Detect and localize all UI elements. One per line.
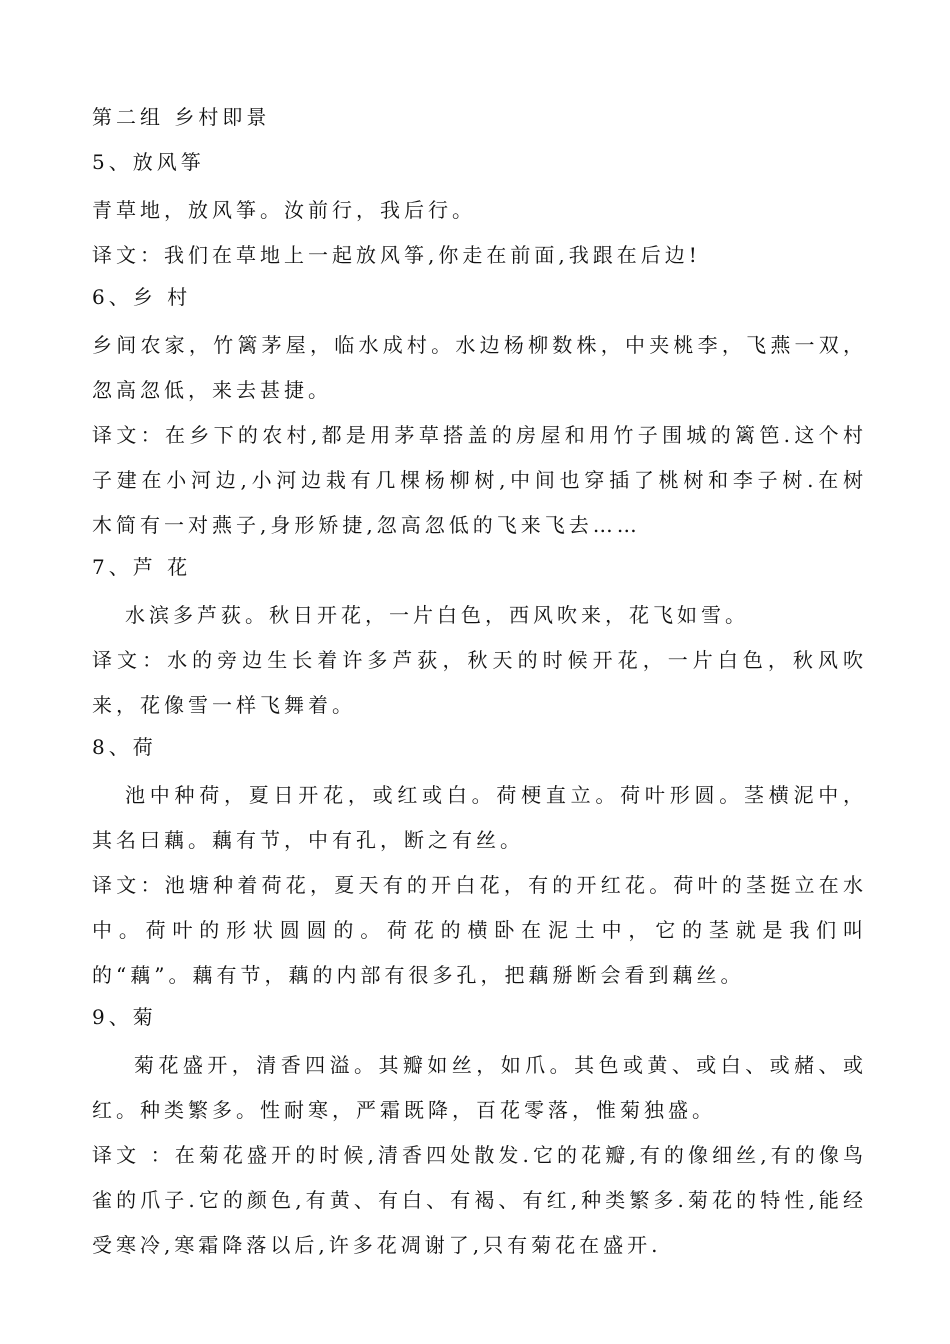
- section-translation-6: 译文：在乡下的农村,都是用茅草搭盖的房屋和用竹子围城的篱笆.这个村子建在小河边,小河边栽有几棵杨柳树,中间也穿插了桃树和李子树.在树木简有一对燕子,身形矫捷,忽高忽低的飞来飞去……: [92, 423, 867, 537]
- document-page: [92, 98, 867, 1268]
- section-translation-9: 译文 ：在菊花盛开的时候,清香四处散发.它的花瓣,有的像细丝,有的像鸟雀的爪子.它的颜色,有黄、有白、有褐、有红,种类繁多.菊花的特性,能经受寒冷,寒霜降落以后,许多花凋谢了,只有菊花在盛开.: [92, 1143, 867, 1257]
- section-text-7: 水滨多芦荻。秋日开花，一片白色，西风吹来，花飞如雪。: [125, 603, 749, 627]
- section-text-8: 池中种荷，夏日开花，或红或白。荷梗直立。荷叶形圆。茎横泥中，其名曰藕。藕有节，中有孔，断之有丝。: [92, 783, 867, 852]
- section-heading-9: 9、菊: [92, 1005, 157, 1029]
- section-translation-8: 译文：池塘种着荷花，夏天有的开白花，有的开红花。荷叶的茎挺立在水中。荷叶的形状圆圆的。荷花的横卧在泥土中，它的茎就是我们叫的“藕”。藕有节，藕的内部有很多孔，把藕掰断会看到藕丝。: [92, 873, 867, 987]
- section-heading-5: 5、放风筝: [92, 150, 205, 174]
- section-text-6: 乡间农家，竹篱茅屋，临水成村。水边杨柳数株，中夹桃李，飞燕一双，忽高忽低，来去甚捷。: [92, 333, 867, 402]
- group-title: 第二组 乡村即景: [92, 105, 271, 129]
- section-heading-8: 8、荷: [92, 735, 157, 759]
- section-text-5: 青草地，放风筝。汝前行，我后行。: [92, 198, 476, 222]
- section-heading-7: 7、芦 花: [92, 555, 192, 579]
- section-heading-6: 6、乡 村: [92, 285, 192, 309]
- section-translation-7: 译文：水的旁边生长着许多芦荻，秋天的时候开花，一片白色，秋风吹来，花像雪一样飞舞着。: [92, 648, 867, 717]
- section-translation-5: 译文：我们在草地上一起放风筝,你走在前面,我跟在后边!: [92, 243, 701, 267]
- section-text-9: 菊花盛开，清香四溢。其瓣如丝，如爪。其色或黄、或白、或赭、或红。种类繁多。性耐寒，严霜既降，百花零落，惟菊独盛。: [92, 1053, 867, 1122]
